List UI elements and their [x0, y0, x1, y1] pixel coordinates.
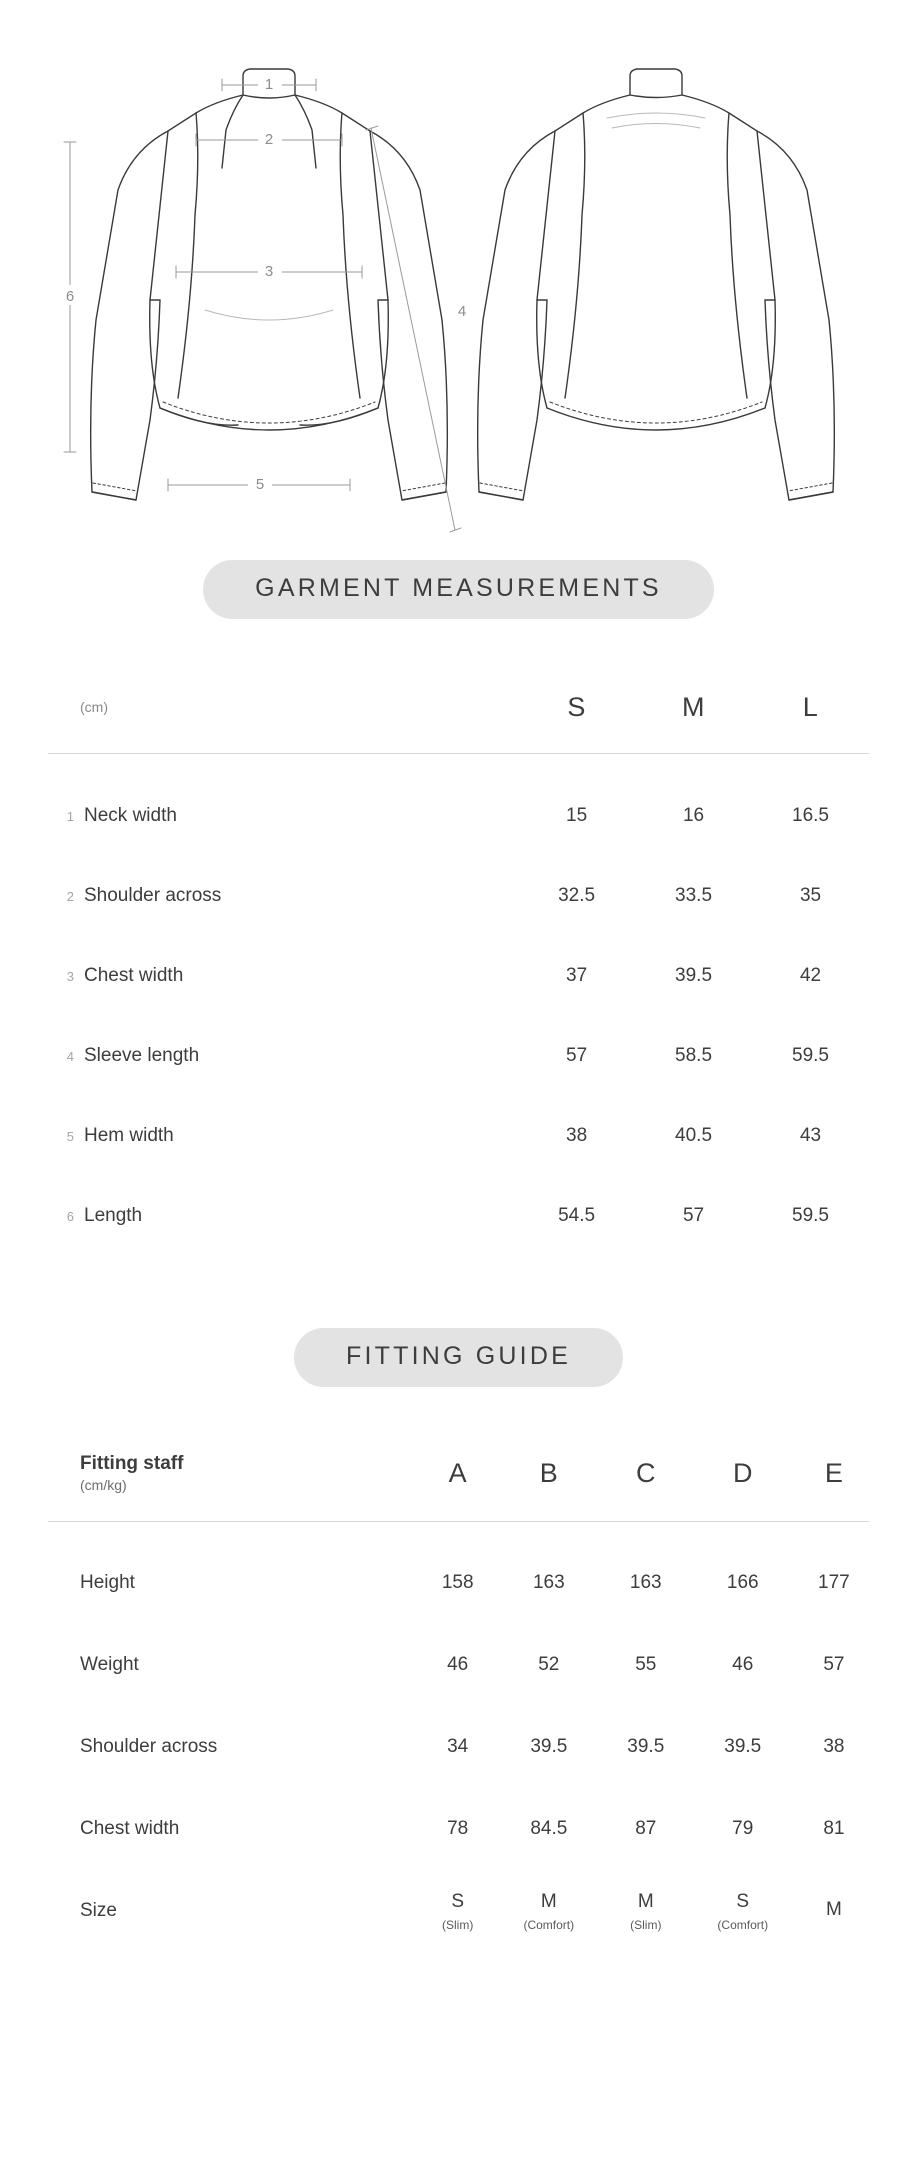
value-d: 79: [732, 1818, 754, 1839]
size-letter: M: [540, 1891, 557, 1913]
value-m: 57: [682, 1205, 705, 1226]
staff-header-e: E: [799, 1425, 869, 1522]
callout-4: 4: [457, 303, 467, 320]
row-index: 6: [66, 1208, 74, 1224]
row-label: Height: [80, 1572, 135, 1593]
value-b: 52: [538, 1654, 560, 1675]
size-header-s: S: [518, 661, 635, 754]
value-l: 42: [799, 965, 822, 986]
value-l: 35: [799, 885, 822, 906]
table-header-row: [48, 661, 869, 754]
table-row: [48, 1176, 869, 1256]
value-s: 32.5: [558, 885, 596, 906]
fitting-guide-heading-row: [0, 1328, 917, 1387]
row-index: 2: [66, 888, 74, 904]
value-d: 166: [726, 1572, 759, 1593]
value-m: 40.5: [675, 1125, 713, 1146]
value-c: 39.5: [627, 1736, 665, 1757]
size-letter: S: [736, 1891, 750, 1913]
value-c: 163: [629, 1572, 662, 1593]
value-e: 38: [823, 1736, 845, 1757]
fit-note: (Slim): [442, 1917, 474, 1932]
row-index: 3: [66, 968, 74, 984]
unit-label: (cm): [48, 661, 518, 754]
fitting-staff-unit: (cm/kg): [80, 1477, 127, 1494]
fitting-staff-label: Fitting staff: [80, 1452, 184, 1474]
value-a: 78: [447, 1818, 469, 1839]
value-s: 54.5: [558, 1205, 596, 1226]
size-letter: S: [451, 1891, 465, 1913]
value-a: 46: [447, 1654, 469, 1675]
row-label: Size: [80, 1900, 117, 1921]
value-l: 16.5: [792, 805, 829, 826]
size-value-c: [605, 1870, 687, 1952]
table-row: [48, 754, 869, 857]
row-label: Chest width: [84, 965, 184, 986]
value-b: 163: [532, 1572, 565, 1593]
size-header-l: L: [752, 661, 869, 754]
staff-header-c: C: [605, 1425, 687, 1522]
fitting-staff-header: [48, 1425, 423, 1522]
value-s: 38: [566, 1125, 588, 1146]
row-label: Length: [84, 1205, 143, 1226]
table-row: [48, 1706, 869, 1788]
table-row: [48, 1522, 869, 1625]
row-label: Sleeve length: [84, 1045, 200, 1066]
value-c: 55: [635, 1654, 657, 1675]
callout-2: 2: [264, 131, 274, 148]
garment-measurements-table: [48, 661, 869, 1256]
value-m: 33.5: [675, 885, 713, 906]
table-row-size: [48, 1870, 869, 1952]
table-row: [48, 856, 869, 936]
value-d: 46: [732, 1654, 754, 1675]
size-value-d: [687, 1870, 799, 1952]
callout-6: 6: [65, 288, 75, 305]
size-header-m: M: [635, 661, 752, 754]
garment-measurements-heading: GARMENT MEASUREMENTS: [203, 560, 714, 619]
row-label: Neck width: [84, 805, 177, 826]
fit-note: (Comfort): [717, 1917, 769, 1932]
staff-header-a: A: [423, 1425, 493, 1522]
table-row: [48, 1016, 869, 1096]
value-m: 39.5: [675, 965, 713, 986]
value-l: 43: [799, 1125, 822, 1146]
row-index: 4: [66, 1048, 74, 1064]
value-a: 34: [447, 1736, 469, 1757]
value-b: 84.5: [530, 1818, 568, 1839]
fitting-guide-heading: FITTING GUIDE: [294, 1328, 623, 1387]
value-e: 57: [823, 1654, 845, 1675]
size-letter: M: [637, 1891, 654, 1913]
value-l: 59.5: [792, 1045, 829, 1066]
size-value-a: [423, 1870, 493, 1952]
garment-measurements-heading-row: [0, 560, 917, 619]
staff-header-b: B: [493, 1425, 605, 1522]
value-c: 87: [635, 1818, 657, 1839]
row-index: 5: [66, 1128, 74, 1144]
size-value-e: [799, 1870, 869, 1952]
row-index: 1: [66, 808, 74, 824]
bottom-spacer: [0, 1952, 917, 2022]
size-value-b: [493, 1870, 605, 1952]
callout-5: 5: [255, 476, 265, 493]
table-row: [48, 1788, 869, 1870]
fitting-guide-table: [48, 1425, 869, 1952]
value-m: 58.5: [675, 1045, 713, 1066]
value-s: 37: [566, 965, 588, 986]
table-header-row: [48, 1425, 869, 1522]
value-a: 158: [441, 1572, 474, 1593]
staff-header-d: D: [687, 1425, 799, 1522]
row-label: Weight: [80, 1654, 139, 1675]
value-b: 39.5: [530, 1736, 568, 1757]
fit-note: (Comfort): [523, 1917, 575, 1932]
garment-measurements-section: [0, 661, 917, 1256]
value-e: 81: [823, 1818, 845, 1839]
value-s: 57: [566, 1045, 588, 1066]
garment-technical-drawing: [0, 0, 917, 560]
value-e: 177: [818, 1572, 850, 1593]
value-d: 39.5: [724, 1736, 762, 1757]
row-label: Hem width: [84, 1125, 174, 1146]
value-l: 59.5: [792, 1205, 829, 1226]
value-m: 16: [682, 805, 705, 826]
table-row: [48, 1096, 869, 1176]
fitting-guide-section: [0, 1425, 917, 1952]
fit-note: (Slim): [630, 1917, 662, 1932]
table-row: [48, 1624, 869, 1706]
size-letter: M: [825, 1899, 842, 1921]
row-label: Shoulder across: [80, 1736, 218, 1757]
callout-1: 1: [264, 76, 274, 93]
table-row: [48, 936, 869, 1016]
row-label: Chest width: [80, 1818, 180, 1839]
value-s: 15: [566, 805, 588, 826]
row-label: Shoulder across: [84, 885, 222, 906]
callout-3: 3: [264, 263, 274, 280]
